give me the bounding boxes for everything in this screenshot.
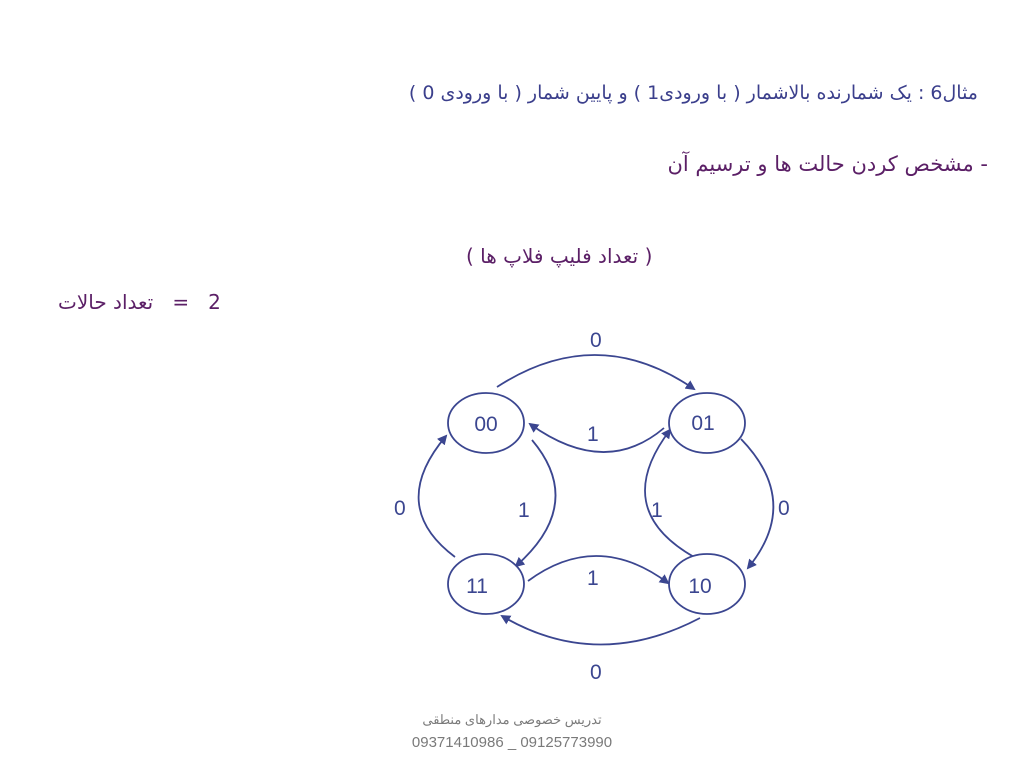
edge-label-11-00: 0 [394, 497, 406, 520]
edge-label-10-11: 0 [590, 661, 602, 684]
state-01 [669, 393, 745, 453]
section-subtitle: - مشخص کردن حالت ها و ترسیم آن [667, 152, 988, 176]
footer-line-2: 09371410986 _ 09125773990 [411, 734, 613, 751]
edge-11-to-00 [419, 436, 455, 557]
edge-label-11-10: 1 [587, 567, 599, 590]
state-11-label: 11 [466, 575, 488, 598]
flipflop-note: ( تعداد فلیپ فلاپ ها ) [466, 244, 653, 268]
state-count-label: تعداد حالات [58, 290, 154, 314]
state-count-value: 2 [208, 290, 221, 314]
state-01-label: 01 [691, 412, 715, 435]
edge-10-to-11 [502, 616, 700, 645]
edge-label-00-01: 0 [590, 329, 602, 352]
edge-label-01-00: 1 [587, 423, 599, 446]
footer-line-1: تدریس خصوصی مدارهای منطقی [422, 712, 602, 727]
state-00 [448, 393, 524, 453]
edge-label-00-11: 1 [518, 499, 530, 522]
state-10 [669, 554, 745, 614]
edge-label-01-10: 0 [778, 497, 790, 520]
page-title: مثال6 : یک شمارنده بالاشمار ( با ورودی1 ) و پایین شمار ( با ورودی 0 ) [408, 82, 978, 104]
state-count-equals: = [172, 290, 190, 314]
state-10-label: 10 [688, 575, 712, 598]
edge-00-to-01 [497, 355, 694, 389]
edge-01-to-10 [741, 439, 773, 568]
state-11 [448, 554, 524, 614]
edge-label-10-01: 1 [651, 499, 663, 522]
state-00-label: 00 [474, 413, 498, 436]
